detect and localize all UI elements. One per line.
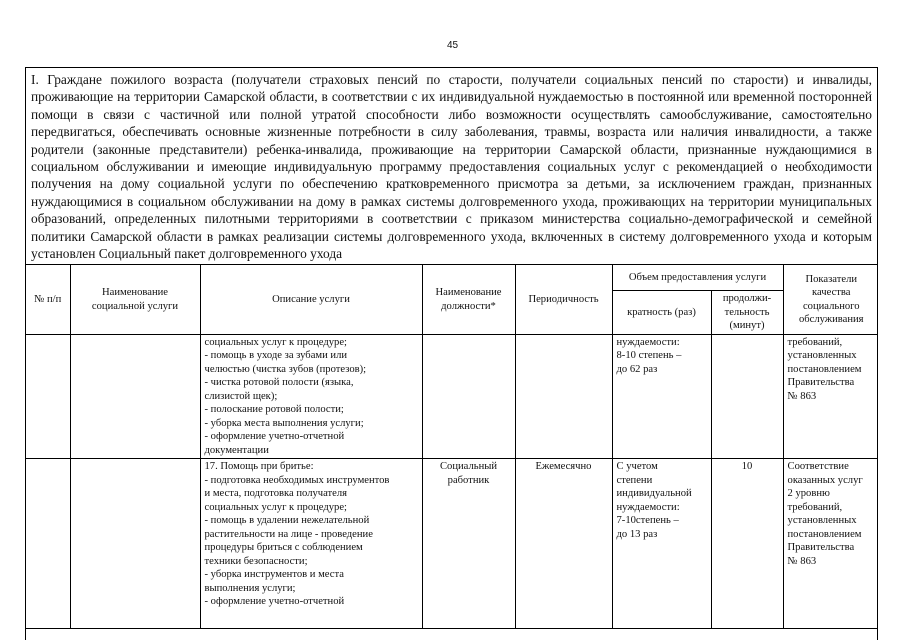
page-number: 45 xyxy=(446,40,459,51)
table-row xyxy=(26,334,878,459)
text-line: социальных услуг к процедуре; xyxy=(204,501,347,513)
text-line: С учетом xyxy=(616,461,658,473)
text-line: до 62 раз xyxy=(616,363,658,375)
text-line: работник xyxy=(447,474,490,486)
services-table xyxy=(26,265,878,629)
text-line: установленных xyxy=(787,350,857,362)
cell-service-name xyxy=(70,459,200,629)
cell-num xyxy=(26,334,70,459)
text-line: степени xyxy=(616,474,653,486)
text-line: и места, подготовка получателя xyxy=(204,488,348,500)
text-line: № 863 xyxy=(787,390,817,402)
table-row xyxy=(26,459,878,629)
text-line: - чистка ротовой полости (языка, xyxy=(204,377,354,389)
text-line: нуждаемости: xyxy=(616,336,680,348)
text-line: Правительства xyxy=(787,542,855,554)
cell-frequency xyxy=(612,334,711,459)
header-service-name: Наименование социальной услуги xyxy=(70,265,200,334)
text-line: постановлением xyxy=(787,528,862,540)
header-duration: продолжи-тельность (минут) xyxy=(711,290,783,334)
header-volume: Объем предоставления услуги xyxy=(612,265,783,290)
cell-position xyxy=(422,334,515,459)
cell-periodicity xyxy=(515,334,612,459)
text-line: 17. Помощь при бритье: xyxy=(204,461,314,473)
cell-description xyxy=(200,459,422,629)
section-heading: I. Граждане пожилого возраста (получатели страховых пенсий по старости, получатели социальных пенсий по старости) и инвалиды, проживающие на территории Самарской области, в соответствии с их индивидуальной нуждаемостью в постоянной или временной посторонней помощи в связи с частичной или полной утратой способности либо возможности осуществлять самообслуживание, самостоятельно передвигаться, обеспечивать основные жизненные потребности в силу заболевания, травмы, возраста или наличия инвалидности, а также родители (законные представители) ребенка-инвалида, проживающие на территории Самарской области, признанные нуждающимися в социальном обслуживании и имеющие индивидуальную программу предоставления социальных услуг с рекомендацией о необходимости получения на дому социальной услуги по обеспечению кратковременного присмотра за детьми, за исключением граждан, признанных нуждающимися в социальном обслуживании на дому в рамках системы долговременного ухода, проживающих на территории муниципальных образований, определенных пилотными территориями в соответствии с приказом министерства социально-демографической и семейной политики Самарской области в рамках реализации системы долговременного ухода, включенных в систему долговременного ухода и которым установлен Социальный пакет долговременного ухода xyxy=(26,68,877,265)
cell-quality xyxy=(783,459,878,629)
text-line: - полоскание ротовой полости; xyxy=(204,404,344,416)
text-line: - подготовка необходимых инструментов xyxy=(204,474,390,486)
header-position: Наименование должности* xyxy=(422,265,515,334)
text-line: слизистой щек); xyxy=(204,390,278,402)
text-line: Правительства xyxy=(787,377,855,389)
text-line: требований, xyxy=(787,336,843,348)
header-num: № п/п xyxy=(26,265,70,334)
text-line: - уборка инструментов и места xyxy=(204,569,344,581)
document-frame xyxy=(25,67,878,640)
text-line: до 13 раз xyxy=(616,528,658,540)
text-line: требований, xyxy=(787,501,843,513)
text-line: - оформление учетно-отчетной xyxy=(204,596,345,608)
cell-position xyxy=(422,459,515,629)
text-line: - помощь в уходе за зубами или xyxy=(204,350,348,362)
text-line: техники безопасности; xyxy=(204,555,308,567)
text-line: № 863 xyxy=(787,555,817,567)
text-line: - уборка места выполнения услуги; xyxy=(204,417,364,429)
text-line: челюстью (чистка зубов (протезов); xyxy=(204,363,367,375)
text-line: Соответствие xyxy=(787,461,849,473)
header-description: Описание услуги xyxy=(200,265,422,334)
text-line: установленных xyxy=(787,515,857,527)
header-row xyxy=(26,265,878,290)
text-line: растительности на лице - проведение xyxy=(204,528,373,540)
cell-service-name xyxy=(70,334,200,459)
header-frequency: кратность (раз) xyxy=(612,290,711,334)
header-quality: Показатели качества социального обслуживания xyxy=(783,265,878,334)
text-line: индивидуальной xyxy=(616,488,692,500)
text-line: 2 уровню xyxy=(787,488,830,500)
cell-periodicity: Ежемесячно xyxy=(515,459,612,629)
text-line: - оформление учетно-отчетной xyxy=(204,431,345,443)
header-periodicity: Периодичность xyxy=(515,265,612,334)
cell-duration: 10 xyxy=(711,459,783,629)
text-line: процедуры бриться с соблюдением xyxy=(204,542,363,554)
text-line: 8-10 степень – xyxy=(616,350,682,362)
text-line: выполнения услуги; xyxy=(204,582,296,594)
cell-frequency xyxy=(612,459,711,629)
text-line: - помощь в удалении нежелательной xyxy=(204,515,370,527)
cell-num xyxy=(26,459,70,629)
cell-duration xyxy=(711,334,783,459)
cell-quality xyxy=(783,334,878,459)
text-line: 7-10степень – xyxy=(616,515,679,527)
text-line: оказанных услуг xyxy=(787,474,863,486)
text-line: социальных услуг к процедуре; xyxy=(204,336,347,348)
text-line: нуждаемости: xyxy=(616,501,680,513)
text-line: Социальный xyxy=(439,461,498,473)
text-line: документации xyxy=(204,444,269,456)
text-line: постановлением xyxy=(787,363,862,375)
cell-description xyxy=(200,334,422,459)
